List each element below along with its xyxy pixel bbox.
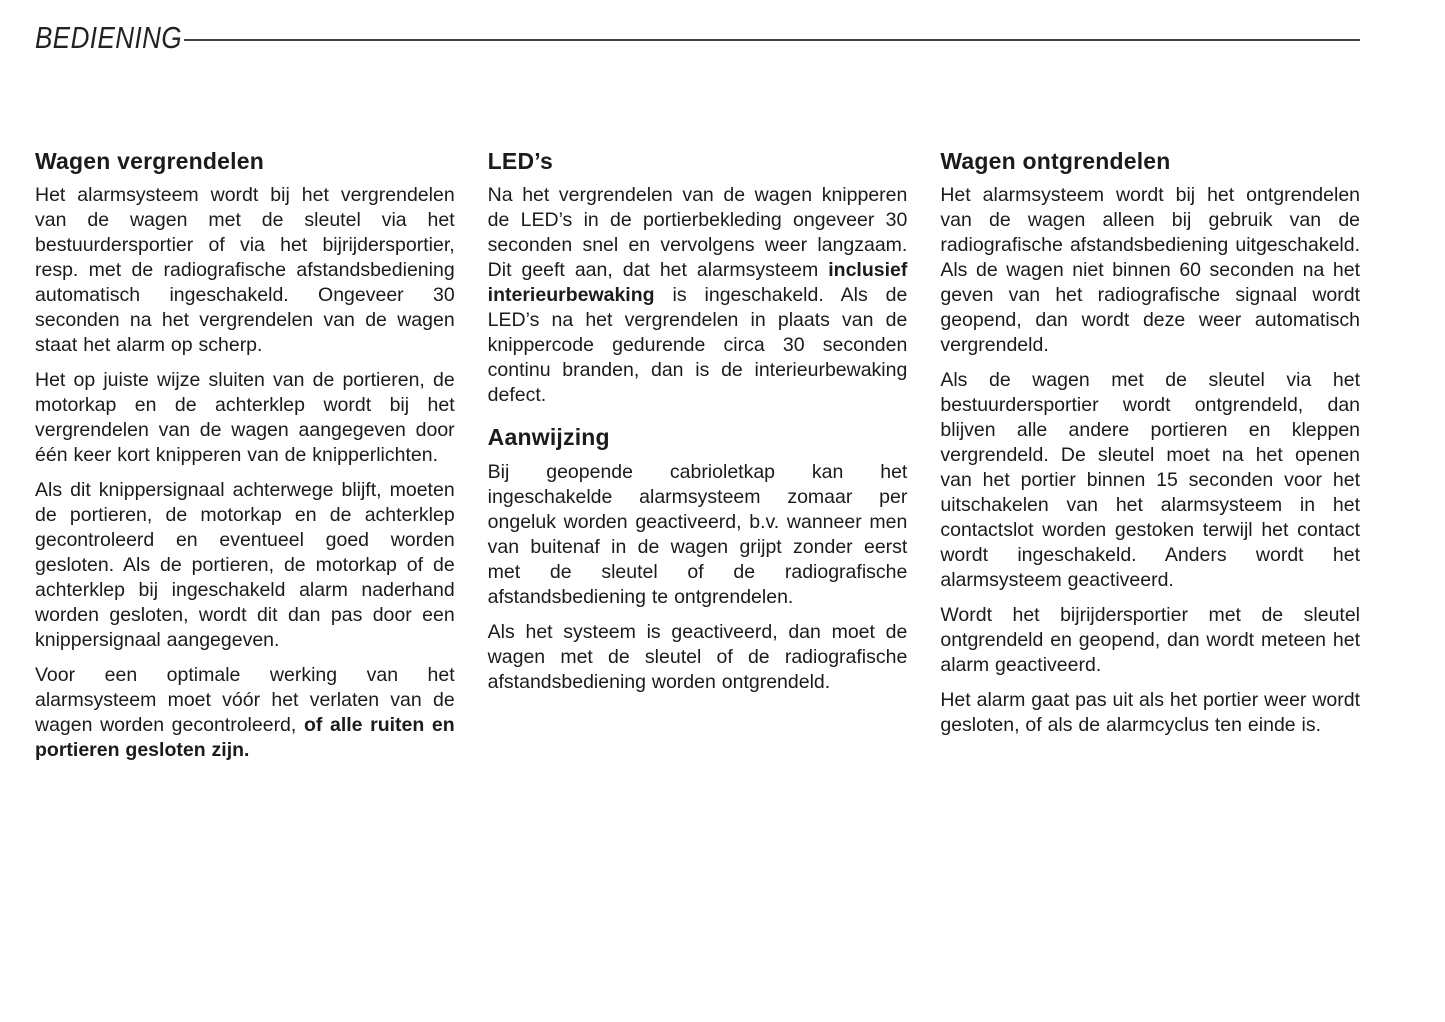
paragraph	[35, 663, 455, 763]
paragraph	[35, 478, 455, 653]
header-rule	[184, 39, 1360, 41]
text-run: Als de wagen met de sleutel via het bestuurdersportier wordt ontgrendeld, dan blijven alle andere portieren en kleppen vergrendeld. De sleutel moet na het openen van het portier binnen 15 seconden voor het uitschakelen van het alarmsysteem in het contactslot worden gestoken terwijl het contact wordt ingeschakeld. Anders wordt het alarmsysteem geactiveerd.	[940, 369, 1361, 592]
text-run: Het alarmsysteem wordt bij het vergrendelen van de wagen met de sleutel via het bestuurdersportier of via het bijrijdersportier, resp. met de radiografische afstandsbediening automatisch ingeschakeld. Ongeveer 30 seconden na het vergrendelen van de wagen staat het alarm op scherp.	[35, 184, 455, 357]
bold-text-run: of alle ruiten en portieren gesloten zijn.	[35, 714, 455, 762]
text-run: Bij geopende cabrioletkap kan het ingeschakelde alarmsysteem zomaar per ongeluk worden geactiveerd, b.v. wanneer men van buitenaf in de wagen grijpt zonder eerst met de sleutel of de radiografische afstandsbediening te ontgrendelen.	[487, 460, 908, 608]
section-heading: Aanwijzing	[487, 424, 610, 451]
text-run: is ingeschakeld. Als de LED’s na het vergrendelen in plaats van de knippercode gedurende circa 30 seconden continu branden, dan is de interieurbewaking defect.	[487, 284, 908, 407]
column-left	[35, 148, 455, 773]
paragraph	[940, 688, 1360, 738]
page-title: BEDIENING	[35, 20, 183, 55]
text-run: Als dit knippersignaal achterwege blijft, moeten de portieren, de motorkap en de achterklep gecontroleerd en eventueel goed worden gesloten. Als de portieren, de motorkap of de achterklep bij ingeschakeld alarm naderhand worden gesloten, wordt dit dan pas door een knippersignaal aangegeven.	[35, 479, 455, 652]
column-middle	[488, 148, 908, 773]
text-run: Na het vergrendelen van de wagen knipperen de LED’s in de portierbekleding ongeveer 30 seconden snel en vervolgens weer langzaam. Dit geeft aan, dat het alarmsysteem	[487, 184, 908, 282]
paragraph	[940, 603, 1360, 678]
section-heading: LED’s	[487, 148, 553, 174]
text-run: Het op juiste wijze sluiten van de portieren, de motorkap en de achterklep wordt bij het vergrendelen van de wagen aangegeven door één keer kort knipperen van de knipperlichten.	[35, 369, 455, 467]
text-run: Wordt het bijrijdersportier met de sleutel ontgrendeld en geopend, dan wordt meteen het alarm geactiveerd.	[940, 604, 1361, 677]
paragraph	[488, 183, 908, 408]
paragraph	[940, 183, 1360, 358]
page-header	[35, 22, 1360, 53]
text-run: Het alarmsysteem wordt bij het ontgrendelen van de wagen alleen bij gebruik van de radiografische afstandsbediening uitgeschakeld. Als de wagen niet binnen 60 seconden na het geven van het radiografische signaal wordt geopend, dan wordt deze weer automatisch vergrendeld.	[940, 184, 1361, 357]
text-run: Als het systeem is geactiveerd, dan moet de wagen met de sleutel of de radiografische afstandsbediening worden ontgrendeld.	[487, 620, 908, 693]
paragraph	[35, 368, 455, 468]
bold-text-run: inclusief interieurbewaking	[487, 259, 908, 307]
text-run: Het alarm gaat pas uit als het portier weer wordt gesloten, of als de alarmcyclus ten einde is.	[940, 689, 1361, 737]
section-heading: Wagen ontgrendelen	[940, 148, 1171, 174]
text-run: Voor een optimale werking van het alarmsysteem moet vóór het verlaten van de wagen worden gecontroleerd,	[35, 664, 455, 737]
paragraph	[940, 368, 1360, 593]
columns	[35, 148, 1360, 773]
paragraph	[35, 183, 455, 358]
column-right	[940, 148, 1360, 773]
section-heading: Wagen vergrendelen	[35, 148, 264, 174]
paragraph	[488, 460, 908, 610]
paragraph	[488, 620, 908, 695]
